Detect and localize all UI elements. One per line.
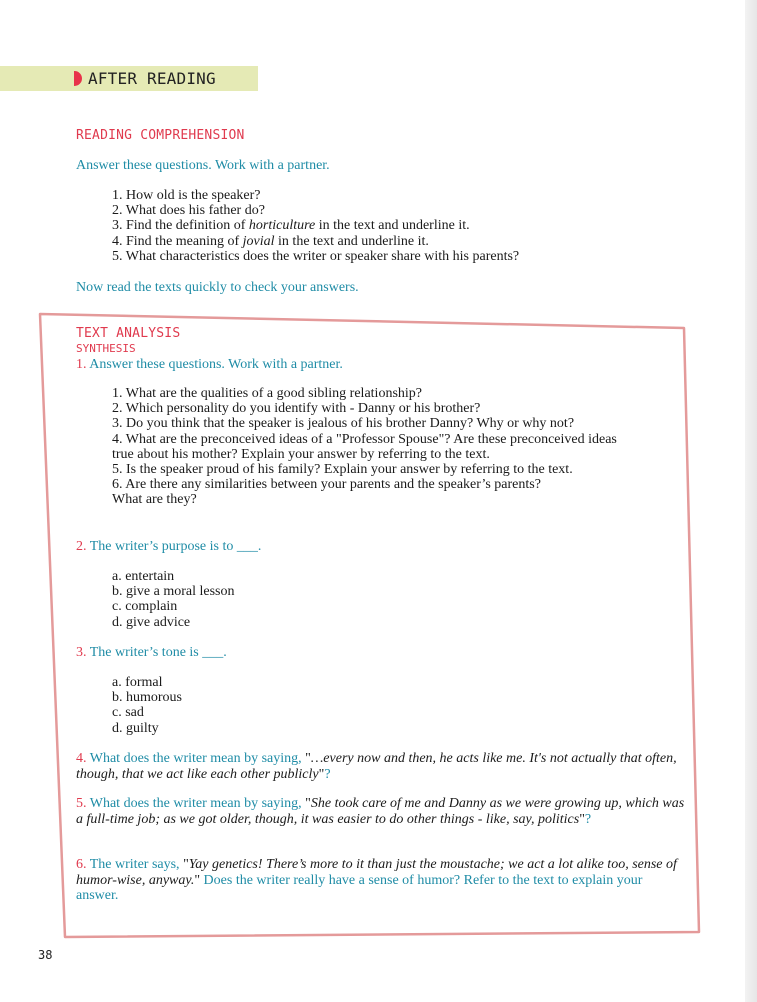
- comprehension-closing: Now read the texts quickly to check your answers.: [76, 280, 359, 295]
- term-horticulture: horticulture: [248, 218, 316, 234]
- banner-title: AFTER READING: [88, 69, 216, 88]
- comprehension-instruction: Answer these questions. Work with a partner.: [76, 158, 330, 173]
- comprehension-question: 3. Find the definition of horticulture in the text and underline it.: [112, 218, 470, 234]
- option-item: d. give advice: [112, 614, 191, 630]
- analysis-question-6: 6. The writer says, "Yay genetics! There’s more to it than just the moustache; we act a lot alike too, sense of humor-wise, anyway." Does the writer really have a sense of humor? Refer to the text to explain your answer.: [76, 857, 677, 903]
- analysis-question-4: 4. What does the writer mean by saying, "…every now and then, he acts like me. It's not actually that often, though, that we act like each other publicly"?: [76, 751, 677, 782]
- option-item: a. entertain: [112, 569, 175, 584]
- option-item: b. give a moral lesson: [112, 584, 235, 600]
- sub-question: What are they?: [112, 492, 197, 508]
- term-jovial: jovial: [242, 233, 275, 249]
- sub-question: 5. Is the speaker proud of his family? Explain your answer by referring to the text.: [112, 462, 573, 478]
- purpose-options: [112, 569, 234, 630]
- analysis-question-1-list: [112, 386, 617, 508]
- synthesis-subheading: SYNTHESIS: [76, 342, 136, 355]
- option-item: a. formal: [112, 675, 163, 690]
- tone-options: [112, 675, 182, 736]
- analysis-question-3: 3. The writer’s tone is ___.: [76, 645, 227, 660]
- option-item: c. complain: [112, 599, 178, 615]
- comprehension-question: 1. How old is the speaker?: [112, 188, 261, 203]
- sub-question: 3. Do you think that the speaker is jealous of his brother Danny? Why or why not?: [112, 416, 575, 432]
- reading-comprehension-heading: READING COMPREHENSION: [76, 128, 245, 143]
- analysis-question-5: 5. What does the writer mean by saying, "She took care of me and Danny as we were growing up, which was a full-time job; as we got older, though, it was easier to do other things - like, say, politics"?: [76, 796, 685, 827]
- sub-question: 4. What are the preconceived ideas of a "Professor Spouse"? Are these preconceived ideas: [112, 431, 617, 447]
- comprehension-question: 5. What characteristics does the writer or speaker share with his parents?: [112, 248, 520, 264]
- option-item: b. humorous: [112, 690, 182, 706]
- analysis-question-1: 1. Answer these questions. Work with a partner.: [76, 357, 343, 372]
- comprehension-question: 4. Find the meaning of jovial in the text and underline it.: [112, 233, 429, 249]
- sub-question: 1. What are the qualities of a good sibling relationship?: [112, 386, 422, 401]
- sub-question: true about his mother? Explain your answer by referring to the text.: [112, 446, 490, 462]
- option-item: d. guilty: [112, 720, 159, 736]
- sub-question: 2. Which personality do you identify with - Danny or his brother?: [112, 401, 481, 417]
- comprehension-question: 2. What does his father do?: [112, 203, 265, 219]
- option-item: c. sad: [112, 705, 144, 721]
- sub-question: 6. Are there any similarities between your parents and the speaker’s parents?: [112, 477, 541, 493]
- analysis-question-2: 2. The writer’s purpose is to ___.: [76, 539, 262, 554]
- text-analysis-heading: TEXT ANALYSIS: [76, 326, 181, 341]
- page-number: 38: [38, 948, 53, 962]
